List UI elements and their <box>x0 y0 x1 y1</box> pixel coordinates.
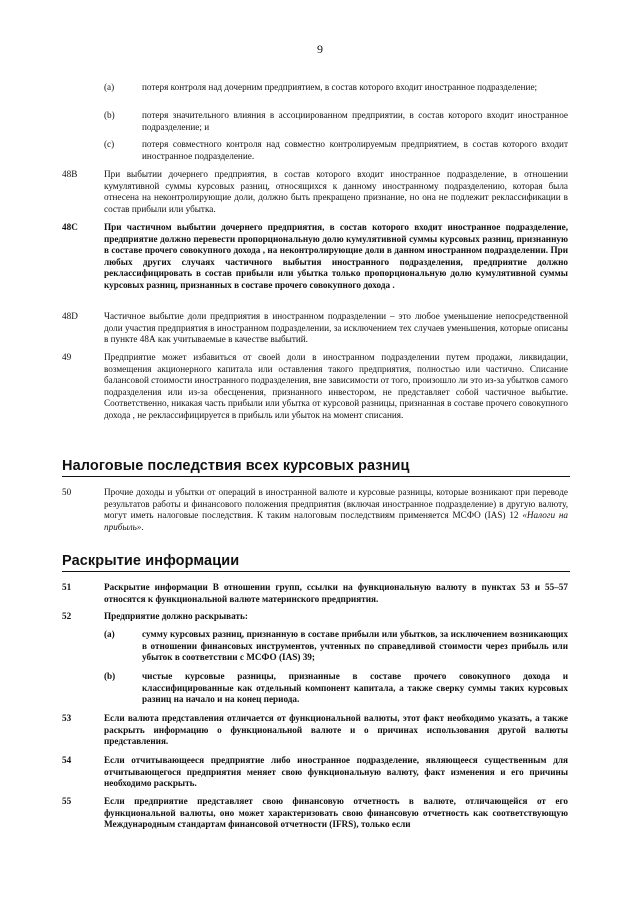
paragraph-text: При частичном выбытии дочернего предприятия, в состав которого входит иностранное подразделение, предприятие должно перевести пропорциональную долю кумулятивной суммы курсовых разниц, признанную в составе прочего совокупного дохода , на неконтролирующие доли в данном иностранном подразделении. При любых других случаях частичного выбытия иностранного подразделения, предприятие должно реклассифицировать в состав прибыли или убытка только пропорциональную долю кумулятивной суммы курсовых разниц, признанных в составе прочего совокупного дохода . <box>104 222 568 290</box>
standard-reference: «Налоги на прибыль» <box>104 510 568 532</box>
paragraph-tail: . <box>141 521 144 532</box>
section-rule <box>62 571 570 572</box>
list-item-text: потеря значительного влияния в ассоциированном предприятии, в состав которого входит иностранное подразделение; и <box>142 110 568 132</box>
paragraph-number: 48C <box>62 222 78 232</box>
paragraph-text-main: Прочие доходы и убытки от операций в иностранной валюте и курсовые разницы, которые возникают при переводе результатов работы и финансового положения предприятия (включая иностранное подразделение) в другую валюту, могут иметь налоговые последствия. К таким налоговым последствиям применяется МСФО (IAS) 12 <box>104 487 568 521</box>
paragraph-text: Предприятие может избавиться от своей доли в иностранном подразделении путем продажи, ликвидации, возмещения акционерного капитала или оставления такого предприятия, полностью или частично. Списание балансовой стоимости иностранного подразделения, вне зависимости от того, произошло ли это из-за убытков самого подразделения или из-за обесценения, признанного инвестором, не представляет собой частичное выбытие. Соответственно, никакая часть прибыли или убытка от курсовой разницы, признанная в составе прочего совокупного дохода , не реклассифицируется в прибыль или убыток на момент списания. <box>104 352 568 420</box>
list-label: (b) <box>104 110 115 120</box>
section-rule <box>62 476 570 477</box>
list-label: (c) <box>104 139 115 149</box>
paragraph-text: Предприятие должно раскрывать: <box>104 611 248 621</box>
paragraph-number: 51 <box>62 582 72 592</box>
paragraph-text: Если валюта представления отличается от функциональной валюты, этот факт необходимо указать, а также раскрыть информацию о функциональной валюте и о причинах использования другой валюты представления. <box>104 713 568 747</box>
paragraph-text: Раскрытие информации В отношении групп, ссылки на функциональную валюту в пунктах 53 и 55–57 относятся к функциональной валюте материнского предприятия. <box>104 582 568 604</box>
paragraph-text: Если предприятие представляет свою финансовую отчетность в валюте, отличающейся от его функциональной валюты, оно может характеризовать свою финансовую отчетность как соответствующую Международным стандартам финансовой отчетности (IFRS), только если <box>104 796 568 830</box>
paragraph-number: 55 <box>62 796 72 806</box>
paragraph-number: 53 <box>62 713 72 723</box>
list-label: (b) <box>104 671 116 681</box>
list-item-text: потеря совместного контроля над совместно контролируемым предприятием, в состав которого входит иностранное подразделение. <box>142 139 568 161</box>
section-heading-disclosure: Раскрытие информации <box>62 553 240 569</box>
list-label: (a) <box>104 82 115 92</box>
paragraph-number: 54 <box>62 755 72 765</box>
paragraph-number: 50 <box>62 487 72 497</box>
list-item-text: чистые курсовые разницы, признанные в составе прочего совокупного дохода и классифицированные как отдельный компонент капитала, а также сверку суммы таких курсовых разниц на начало и на конец периода. <box>142 671 568 705</box>
paragraph-text: Если отчитывающееся предприятие либо иностранное подразделение, являющееся существенным для отчитывающегося предприятия меняет свою функциональную валюту, факт изменения и его причины необходимо раскрыть. <box>104 755 568 789</box>
paragraph-text: При выбытии дочернего предприятия, в состав которого входит иностранное подразделение, в отношении кумулятивной суммы курсовых разниц, относящихся к данному иностранному подразделению, которая была отнесена на неконтролирующие доли, должно быть прекращено признание, но она не подлежит реклассификации в состав прибыли или убытка. <box>104 169 568 214</box>
list-label: (a) <box>104 629 115 639</box>
paragraph-number: 48B <box>62 169 78 179</box>
paragraph-number: 48D <box>62 311 78 321</box>
paragraph-text: Частичное выбытие доли предприятия в иностранном подразделении – это любое уменьшение непосредственной доли участия предприятия в иностранном подразделении, за исключением тех случаев уменьшения, которые описаны в пункте 48А как учитываемые в качестве выбытий. <box>104 311 568 345</box>
paragraph-text <box>104 487 568 533</box>
section-heading-tax: Налоговые последствия всех курсовых разниц <box>62 458 410 474</box>
paragraph-number: 49 <box>62 352 72 362</box>
list-item-text: сумму курсовых разниц, признанную в составе прибыли или убытков, за исключением возникающих в отношении финансовых инструментов, учтенных по справедливой стоимости через прибыль или убыток в соответствии с МСФО (IAS) 39; <box>142 629 568 663</box>
list-item-text: потеря контроля над дочерним предприятием, в состав которого входит иностранное подразделение; <box>142 82 538 92</box>
paragraph-number: 52 <box>62 611 72 621</box>
page-number: 9 <box>317 42 323 56</box>
